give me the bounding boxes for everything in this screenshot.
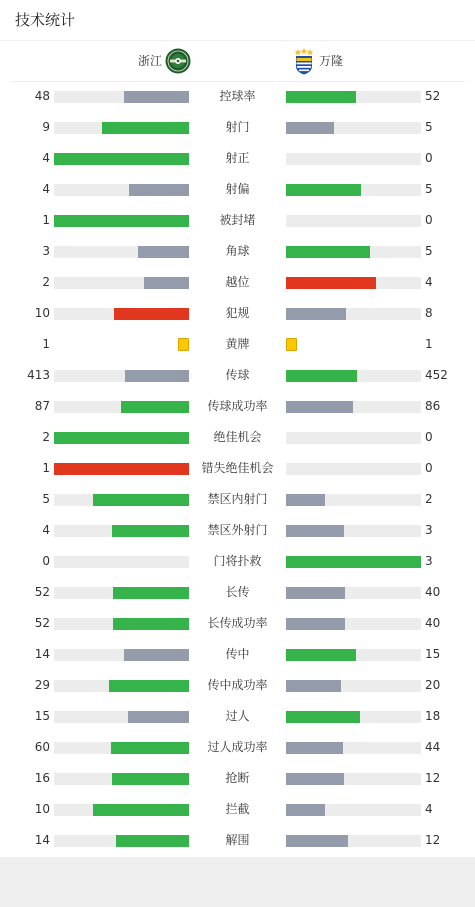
home-stat-bar bbox=[144, 277, 189, 289]
stat-label: 越位 bbox=[225, 275, 250, 289]
home-stat-bar bbox=[109, 680, 189, 692]
home-stat-bar bbox=[138, 246, 189, 258]
away-stat-value: 40 bbox=[425, 585, 441, 599]
home-stat-bar bbox=[93, 804, 189, 816]
home-stat-value: 48 bbox=[34, 89, 50, 103]
home-stat-value: 14 bbox=[34, 833, 50, 847]
stat-row bbox=[0, 578, 475, 609]
team-header bbox=[0, 41, 475, 81]
away-stat-bar-track bbox=[286, 742, 421, 754]
home-stat-bar-track bbox=[54, 587, 189, 599]
stat-label: 长传 bbox=[225, 585, 250, 599]
home-stat-bar bbox=[111, 742, 189, 754]
home-stat-bar-track bbox=[54, 742, 189, 754]
home-stat-bar bbox=[112, 525, 189, 537]
home-stat-value: 60 bbox=[34, 740, 50, 754]
home-stat-value: 14 bbox=[34, 647, 50, 661]
home-stat-value: 87 bbox=[34, 399, 50, 413]
home-stat-bar-track bbox=[54, 680, 189, 692]
stat-row bbox=[0, 485, 475, 516]
stat-row bbox=[0, 547, 475, 578]
away-stat-bar-track bbox=[286, 432, 421, 444]
away-stat-bar bbox=[286, 370, 357, 382]
stat-row bbox=[0, 826, 475, 857]
home-stat-bar-track bbox=[54, 711, 189, 723]
home-stat-bar bbox=[102, 122, 189, 134]
away-stat-bar-track bbox=[286, 215, 421, 227]
away-stat-value: 44 bbox=[425, 740, 441, 754]
away-stat-value: 15 bbox=[425, 647, 441, 661]
away-stat-bar-track bbox=[286, 804, 421, 816]
away-stat-value: 52 bbox=[425, 89, 441, 103]
stat-label: 过人成功率 bbox=[207, 740, 268, 754]
away-stat-value: 12 bbox=[425, 771, 441, 785]
stat-label: 被封堵 bbox=[219, 213, 256, 227]
home-stat-bar-track bbox=[54, 804, 189, 816]
home-stat-bar bbox=[124, 649, 189, 661]
away-stat-bar bbox=[286, 246, 370, 258]
yellow-card-icon bbox=[178, 338, 189, 351]
away-stat-bar-track bbox=[286, 91, 421, 103]
home-stat-bar-track bbox=[54, 618, 189, 630]
home-stat-bar bbox=[114, 308, 189, 320]
home-stat-value: 413 bbox=[27, 368, 50, 382]
stat-row bbox=[0, 392, 475, 423]
away-stat-bar-track bbox=[286, 184, 421, 196]
stat-row bbox=[0, 764, 475, 795]
away-stat-bar bbox=[286, 680, 341, 692]
stat-label: 射偏 bbox=[225, 182, 250, 196]
stat-label: 射门 bbox=[225, 120, 250, 134]
persib-bandung-logo-icon[interactable] bbox=[293, 48, 315, 75]
home-stat-value: 16 bbox=[34, 771, 50, 785]
away-stat-value: 5 bbox=[425, 244, 433, 258]
away-stat-bar bbox=[286, 835, 348, 847]
away-stat-bar-track bbox=[286, 556, 421, 568]
home-stat-bar-track bbox=[54, 215, 189, 227]
home-stat-value: 0 bbox=[42, 554, 50, 568]
stat-row bbox=[0, 609, 475, 640]
away-stat-value: 18 bbox=[425, 709, 441, 723]
stat-label: 传中 bbox=[225, 647, 250, 661]
home-stat-bar-track bbox=[54, 401, 189, 413]
away-stat-bar-track bbox=[286, 463, 421, 475]
home-stat-bar-track bbox=[54, 525, 189, 537]
away-stat-bar bbox=[286, 742, 343, 754]
home-stat-bar-track bbox=[54, 432, 189, 444]
away-stat-bar bbox=[286, 587, 345, 599]
away-stat-bar bbox=[286, 277, 376, 289]
away-stat-value: 2 bbox=[425, 492, 433, 506]
away-stat-bar-track bbox=[286, 401, 421, 413]
home-stat-bar bbox=[93, 494, 189, 506]
home-stat-bar bbox=[124, 91, 189, 103]
stat-label: 黄牌 bbox=[225, 337, 250, 351]
home-stat-bar-track bbox=[54, 277, 189, 289]
stat-label: 拦截 bbox=[225, 802, 250, 816]
away-stat-bar-track bbox=[286, 122, 421, 134]
away-stat-value: 8 bbox=[425, 306, 433, 320]
home-stat-bar bbox=[129, 184, 189, 196]
away-stat-value: 0 bbox=[425, 430, 433, 444]
home-stat-value: 29 bbox=[34, 678, 50, 692]
away-stat-value: 0 bbox=[425, 213, 433, 227]
home-stat-value: 15 bbox=[34, 709, 50, 723]
section-title: 技术统计 bbox=[15, 11, 76, 29]
home-stat-bar-track bbox=[54, 184, 189, 196]
stat-row bbox=[0, 516, 475, 547]
home-stat-value: 52 bbox=[34, 616, 50, 630]
away-stat-bar-track bbox=[286, 246, 421, 258]
home-stat-bar bbox=[121, 401, 189, 413]
home-stat-bar bbox=[128, 711, 189, 723]
stat-row bbox=[0, 423, 475, 454]
away-stat-bar-track bbox=[286, 680, 421, 692]
home-stat-bar-track bbox=[54, 773, 189, 785]
away-stat-bar bbox=[286, 649, 356, 661]
home-stat-value: 2 bbox=[42, 275, 50, 289]
away-stat-bar-track bbox=[286, 277, 421, 289]
stat-label: 长传成功率 bbox=[207, 616, 268, 630]
away-stat-bar bbox=[286, 494, 325, 506]
away-stat-bar bbox=[286, 773, 344, 785]
zhejiang-fc-logo-icon[interactable] bbox=[165, 48, 191, 74]
stat-label: 错失绝佳机会 bbox=[201, 461, 274, 475]
away-stat-bar-track bbox=[286, 711, 421, 723]
away-stat-bar bbox=[286, 556, 421, 568]
away-stat-bar-track bbox=[286, 370, 421, 382]
home-stat-bar-track bbox=[54, 649, 189, 661]
stat-row bbox=[0, 454, 475, 485]
home-stat-bar bbox=[113, 587, 189, 599]
home-stat-value: 10 bbox=[34, 802, 50, 816]
stat-label: 传球成功率 bbox=[207, 399, 268, 413]
stat-row bbox=[0, 113, 475, 144]
away-stat-bar-track bbox=[286, 649, 421, 661]
away-stat-value: 4 bbox=[425, 802, 433, 816]
stat-label: 禁区外射门 bbox=[207, 523, 268, 537]
away-stat-bar bbox=[286, 525, 344, 537]
stat-row bbox=[0, 206, 475, 237]
away-stat-bar-track bbox=[286, 153, 421, 165]
away-stat-value: 3 bbox=[425, 554, 433, 568]
away-stat-bar-track bbox=[286, 525, 421, 537]
away-stat-bar bbox=[286, 91, 356, 103]
away-stat-value: 20 bbox=[425, 678, 441, 692]
home-stat-value: 10 bbox=[34, 306, 50, 320]
stat-row bbox=[0, 268, 475, 299]
away-stat-value: 5 bbox=[425, 182, 433, 196]
away-stat-bar bbox=[286, 711, 360, 723]
yellow-card-icon bbox=[286, 338, 297, 351]
away-stat-value: 4 bbox=[425, 275, 433, 289]
home-stat-bar-track bbox=[54, 370, 189, 382]
home-stat-bar-track bbox=[54, 835, 189, 847]
away-stat-bar bbox=[286, 184, 361, 196]
stat-label: 抢断 bbox=[225, 771, 250, 785]
stat-row bbox=[0, 330, 475, 361]
home-stat-bar bbox=[113, 618, 189, 630]
away-stat-value: 5 bbox=[425, 120, 433, 134]
home-stat-bar-track bbox=[54, 494, 189, 506]
stat-label: 过人 bbox=[225, 709, 250, 723]
home-stat-bar bbox=[116, 835, 189, 847]
home-stat-bar bbox=[125, 370, 189, 382]
home-stat-bar-track bbox=[54, 91, 189, 103]
away-stat-bar-track bbox=[286, 494, 421, 506]
home-stat-value: 9 bbox=[42, 120, 50, 134]
home-team-name[interactable]: 浙江 bbox=[137, 54, 162, 68]
away-stat-bar bbox=[286, 401, 353, 413]
away-stat-bar-track bbox=[286, 773, 421, 785]
away-stat-bar-track bbox=[286, 587, 421, 599]
home-stat-value: 1 bbox=[42, 337, 50, 351]
away-stat-value: 40 bbox=[425, 616, 441, 630]
away-stat-bar-track bbox=[286, 835, 421, 847]
stat-row bbox=[0, 671, 475, 702]
home-stat-value: 3 bbox=[42, 244, 50, 258]
home-stat-bar-track bbox=[54, 153, 189, 165]
stat-label: 控球率 bbox=[219, 89, 256, 103]
stat-row bbox=[0, 237, 475, 268]
stat-row bbox=[0, 299, 475, 330]
stat-label: 角球 bbox=[225, 244, 250, 258]
stat-label: 解围 bbox=[225, 833, 250, 847]
home-stat-bar bbox=[54, 215, 189, 227]
away-stat-bar bbox=[286, 618, 345, 630]
stat-row bbox=[0, 733, 475, 764]
stat-row bbox=[0, 175, 475, 206]
away-stat-bar bbox=[286, 122, 334, 134]
away-stat-bar-track bbox=[286, 618, 421, 630]
away-stat-bar bbox=[286, 804, 325, 816]
home-stat-bar bbox=[54, 463, 189, 475]
home-stat-value: 4 bbox=[42, 151, 50, 165]
away-stat-value: 1 bbox=[425, 337, 433, 351]
away-stat-value: 0 bbox=[425, 461, 433, 475]
stat-row bbox=[0, 144, 475, 175]
away-stat-value: 86 bbox=[425, 399, 441, 413]
stat-label: 传球 bbox=[225, 368, 250, 382]
away-stat-bar bbox=[286, 308, 346, 320]
away-stat-value: 12 bbox=[425, 833, 441, 847]
home-stat-bar bbox=[112, 773, 189, 785]
away-team-name[interactable]: 万隆 bbox=[319, 54, 344, 68]
stat-row bbox=[0, 640, 475, 671]
home-stat-bar-track bbox=[54, 556, 189, 568]
home-stat-value: 1 bbox=[42, 213, 50, 227]
stat-label: 绝佳机会 bbox=[213, 430, 262, 444]
stat-label: 禁区内射门 bbox=[207, 492, 268, 506]
home-stat-value: 4 bbox=[42, 182, 50, 196]
stats-list bbox=[0, 82, 475, 857]
stat-row bbox=[0, 795, 475, 826]
stat-label: 犯规 bbox=[225, 306, 250, 320]
home-stat-value: 5 bbox=[42, 492, 50, 506]
home-stat-bar-track bbox=[54, 122, 189, 134]
away-stat-value: 0 bbox=[425, 151, 433, 165]
home-stat-bar bbox=[54, 432, 189, 444]
stat-label: 传中成功率 bbox=[207, 678, 268, 692]
home-stat-value: 4 bbox=[42, 523, 50, 537]
home-stat-bar-track bbox=[54, 463, 189, 475]
stat-label: 射正 bbox=[225, 151, 250, 165]
away-stat-bar-track bbox=[286, 308, 421, 320]
stat-row bbox=[0, 361, 475, 392]
home-stat-value: 2 bbox=[42, 430, 50, 444]
home-stat-bar-track bbox=[54, 308, 189, 320]
stat-row bbox=[0, 702, 475, 733]
home-stat-bar-track bbox=[54, 246, 189, 258]
stat-row bbox=[0, 82, 475, 113]
stat-label: 门将扑救 bbox=[213, 554, 262, 568]
home-stat-value: 52 bbox=[34, 585, 50, 599]
away-stat-value: 452 bbox=[425, 368, 448, 382]
away-stat-value: 3 bbox=[425, 523, 433, 537]
home-stat-value: 1 bbox=[42, 461, 50, 475]
home-stat-bar bbox=[54, 153, 189, 165]
